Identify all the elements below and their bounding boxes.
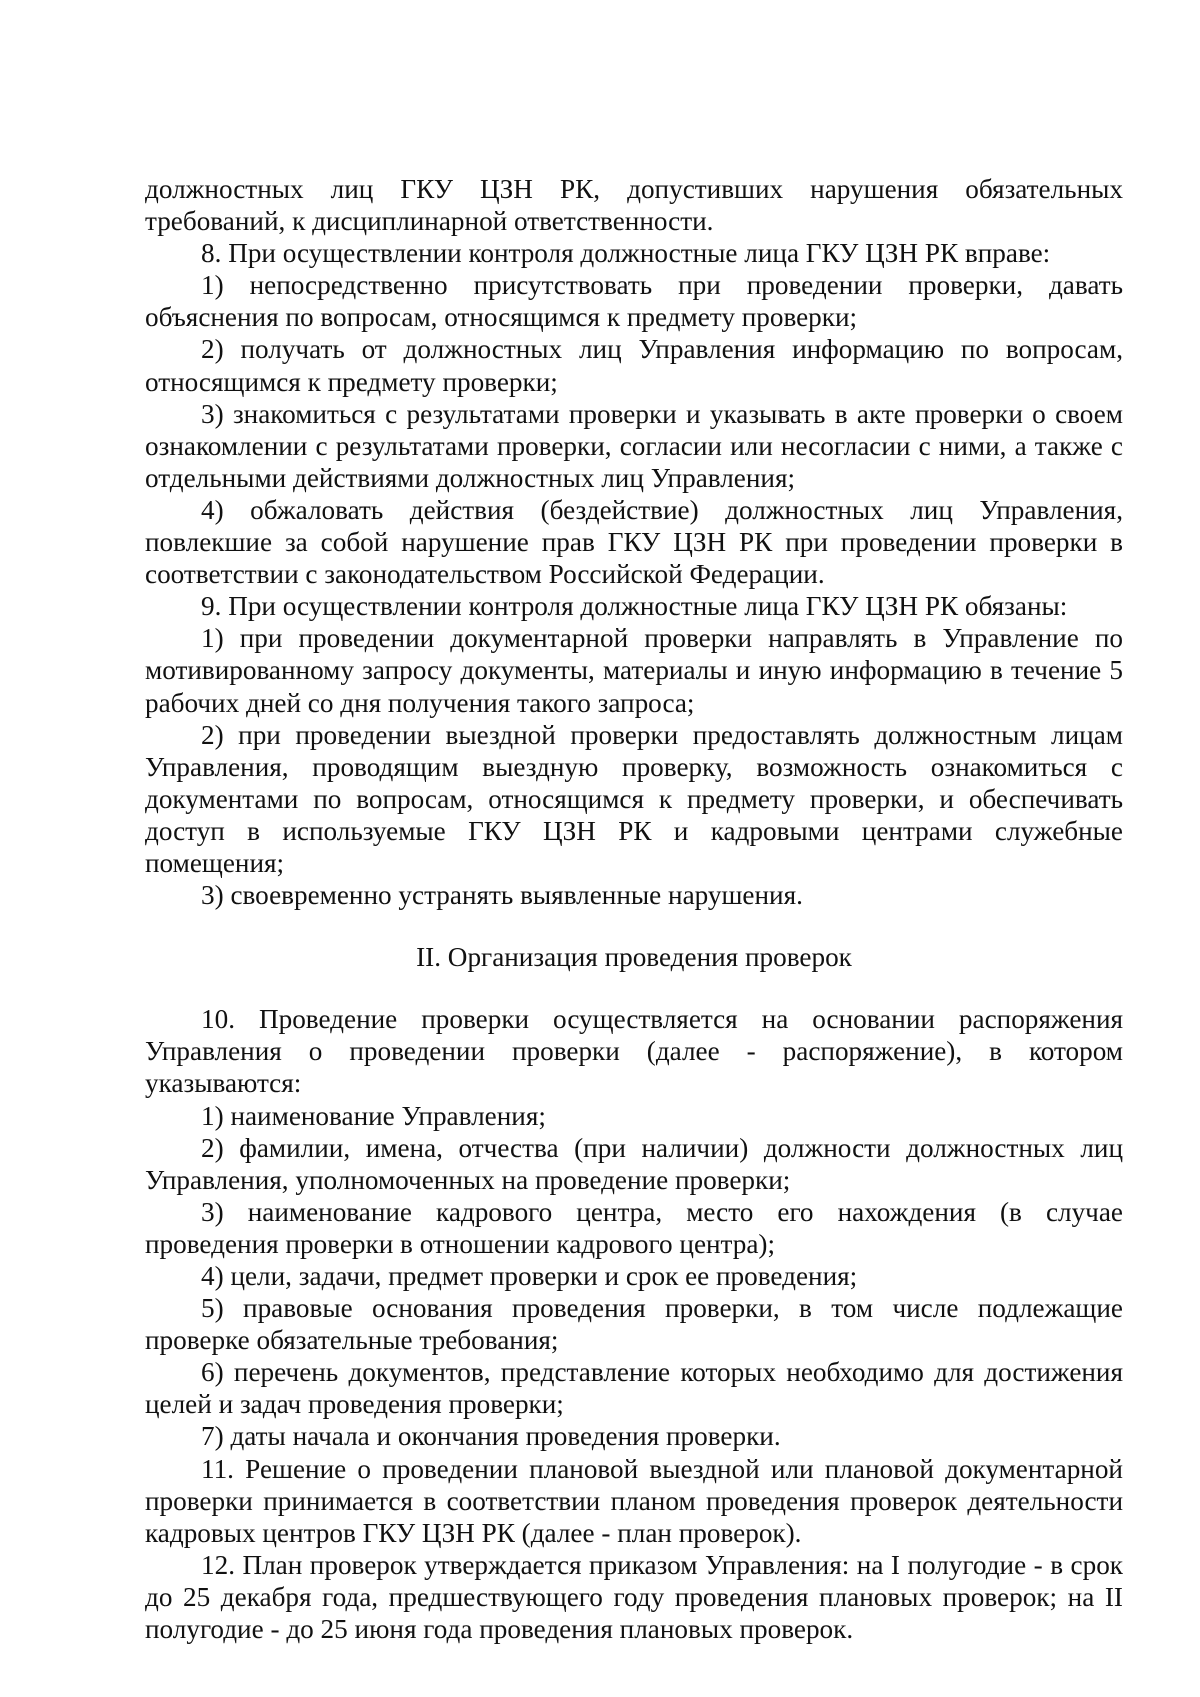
paragraph: 10. Проведение проверки осуществляется на основании распоряжения Управления о проведении проверки (далее - распоряжение), в котором указываются: [145,1004,1123,1099]
paragraph: 8. При осуществлении контроля должностные лица ГКУ ЦЗН РК вправе: [201,238,1051,269]
paragraph: 3) наименование кадрового центра, место его нахождения (в случае проведения проверки в отношении кадрового центра); [145,1196,1123,1259]
paragraph: 2) фамилии, имена, отчества (при наличии) должности должностных лиц Управления, уполномоченных на проведение проверки; [145,1132,1123,1195]
paragraph: 4) обжаловать действия (бездействие) должностных лиц Управления, повлекшие за собой нарушение прав ГКУ ЦЗН РК при проведении проверки в соответствии с законодательством Российской Федерации. [145,494,1123,590]
paragraph: 6) перечень документов, представление которых необходимо для достижения целей и задач проведения проверки; [145,1357,1123,1420]
paragraph: 12. План проверок утверждается приказом Управления: на I полугодие - в срок до 25 декабря года, предшествующего году проведения плановых проверок; на II полугодие - до 25 июня года проведения плановых проверок. [145,1549,1123,1645]
paragraph: 2) получать от должностных лиц Управления информацию по вопросам, относящимся к предмету проверки; [145,334,1123,397]
paragraph: 1) наименование Управления; [201,1100,546,1131]
paragraphs-before-heading [145,173,1123,911]
paragraph: 11. Решение о проведении плановой выездной или плановой документарной проверки принимается в соответствии планом проведения проверок деятельности кадровых центров ГКУ ЦЗН РК (далее - план проверок). [145,1453,1123,1548]
paragraph: 4) цели, задачи, предмет проверки и срок ее проведения; [201,1261,858,1291]
paragraph: 3) знакомиться с результатами проверки и указывать в акте проверки о своем ознакомлении с результатами проверки, согласии или несогласии с ними, а также с отдельными действиями должностных лиц Управления; [145,398,1123,493]
document-page [145,173,1123,1645]
section-heading: II. Организация проведения проверок [416,942,852,973]
paragraph: 9. При осуществлении контроля должностные лица ГКУ ЦЗН РК обязаны: [201,591,1068,622]
paragraphs-after-heading [145,1003,1123,1645]
paragraph: 7) даты начала и окончания проведения проверки. [201,1421,781,1452]
paragraph: 5) правовые основания проведения проверки, в том числе подлежащие проверке обязательные требования; [145,1293,1123,1356]
paragraph: 1) непосредственно присутствовать при проведении проверки, давать объяснения по вопросам, относящимся к предмету проверки; [145,270,1123,333]
paragraph: 1) при проведении документарной проверки направлять в Управление по мотивированному запросу документы, материалы и иную информацию в течение 5 рабочих дней со дня получения такого запроса; [145,623,1123,718]
paragraph: должностных лиц ГКУ ЦЗН РК, допустивших нарушения обязательных требований, к дисциплинарной ответственности. [145,174,1123,237]
paragraph: 2) при проведении выездной проверки предоставлять должностным лицам Управления, проводящим выездную проверку, возможность ознакомиться с документами по вопросам, относящимся к предмету проверки, и обеспечивать доступ в используемые ГКУ ЦЗН РК и кадровыми центрами служебные помещения; [145,719,1123,878]
paragraph: 3) своевременно устранять выявленные нарушения. [201,880,803,911]
